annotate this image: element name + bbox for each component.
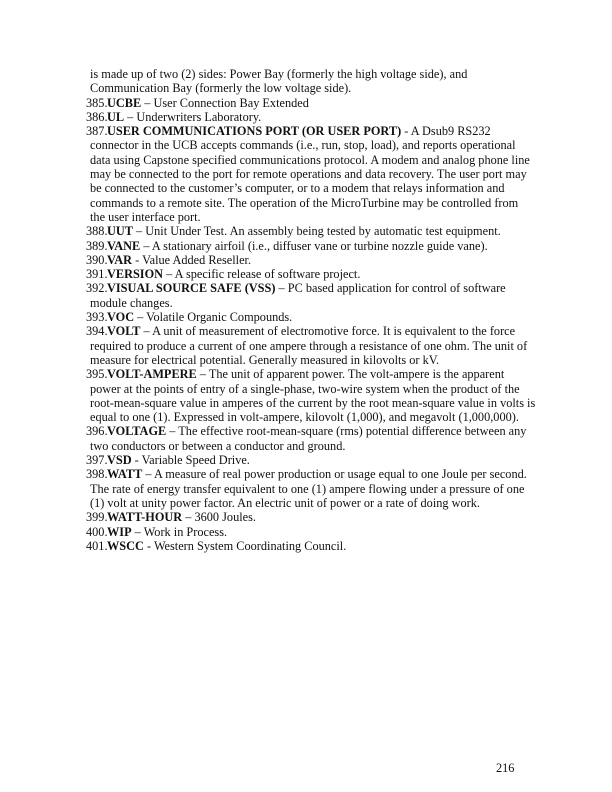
entry-number: 385. [86,95,108,110]
entry-term: USER COMMUNICATIONS PORT (OR USER PORT) [107,124,402,139]
entry-term: VAR [107,252,133,267]
entry-number: 399. [86,510,108,525]
entry-definition: A measure of real power production or usage equal to one Joule per second. The rate of energy transfer equivalent to one (1) ampere flowing under a pressure of one (1) volt at unity power factor. An electric unit of power or a rate of doing work. [90,467,527,510]
entry-separator: - [143,538,154,553]
glossary-entry [86,324,536,367]
entry-separator: – [131,524,144,539]
glossary-entry [86,110,536,124]
entry-number: 389. [86,238,108,253]
entry-separator: - [132,252,143,267]
entry-definition: Western System Coordinating Council. [153,538,347,553]
entry-separator: – [141,95,154,110]
entry-separator: – [196,367,209,382]
glossary-entry [86,239,536,253]
entry-number: 400. [86,524,108,539]
entry-definition: The unit of apparent power. The volt-ampere is the apparent power at the points of entry of a single-phase, two-wire system when the product of the root-mean-square value in amperes of the current by the root mean-square value in volts is equal to one (1). Expressed in volt-ampere, kilovolt (1,000), and megavolt (1,000,000). [90,367,536,425]
entry-separator: – [166,424,179,439]
entry-definition: Unit Under Test. An assembly being tested by automatic test equipment. [145,224,501,239]
entry-separator: – [142,467,154,482]
entry-term: WIP [107,524,132,539]
entry-term: UL [107,109,125,124]
entry-term: VOLT-AMPERE [107,367,197,382]
entry-term: UCBE [107,95,142,110]
entry-definition: PC based application for control of software module changes. [90,281,506,310]
entry-term: WATT-HOUR [107,510,183,525]
glossary-entry [86,124,536,224]
continued-definition: is made up of two (2) sides: Power Bay (formerly the high voltage side), and Communication Bay (formerly the low voltage side). [90,67,468,96]
entry-term: WSCC [107,538,144,553]
entry-separator: – [163,267,175,282]
glossary-entry [86,224,536,238]
entry-definition: The effective root-mean-square (rms) potential difference between any two conductors or between a conductor and ground. [90,424,527,453]
entry-number: 388. [86,224,108,239]
entry-definition: A unit of measurement of electromotive force. It is equivalent to the force required to produce a current of one ampere through a resistance of one ohm. The unit of measure for electrical potential. Generally measured in kilovolts or kV. [90,324,528,367]
glossary-entry [86,525,536,539]
glossary-entry [86,267,536,281]
entry-number: 391. [86,267,108,282]
entry-separator: - [401,124,411,139]
entry-definition: A Dsub9 RS232 connector in the UCB accepts commands (i.e., run, stop, load), and reports operational data using Capstone specified communications protocol. A modem and analog phone line may be connected to the port for remote operations and data recovery. The user port may be connected to the customer’s computer, or to a modem that relays information and commands to a remote site. The operation of the MicroTurbine may be controlled from the user interface port. [90,124,530,224]
glossary-entry [86,424,536,453]
entry-number: 397. [86,453,108,468]
entry-definition: Variable Speed Drive. [141,453,250,468]
entry-term: VISUAL SOURCE SAFE (VSS) [107,281,276,296]
entry-number: 390. [86,252,108,267]
entry-number: 386. [86,109,108,124]
glossary-entry [86,96,536,110]
entry-number: 387. [86,124,108,139]
glossary-entry [86,539,536,553]
entry-number: 392. [86,281,108,296]
entry-separator: - [131,453,142,468]
entry-definition: 3600 Joules. [194,510,256,525]
entry-separator: – [275,281,288,296]
entry-term: VOLT [107,324,141,339]
glossary-entries [86,96,536,554]
entry-definition: Value Added Reseller. [142,252,252,267]
glossary-entry [86,281,536,310]
entry-number: 393. [86,310,108,325]
glossary-entry [86,310,536,324]
entry-definition: Work in Process. [143,524,228,539]
glossary-entry [86,510,536,524]
entry-term: VSD [107,453,132,468]
entry-number: 396. [86,424,108,439]
entry-definition: Volatile Organic Compounds. [146,310,293,325]
entry-separator: – [124,109,137,124]
entry-term: VANE [107,238,141,253]
entry-definition: User Connection Bay Extended [153,95,309,110]
glossary-entry [86,467,536,510]
glossary-entry [86,253,536,267]
entry-separator: – [140,324,153,339]
page-number: 216 [496,761,515,775]
entry-number: 395. [86,367,108,382]
entry-separator: – [140,238,152,253]
glossary-entry [86,453,536,467]
entry-separator: – [134,310,147,325]
glossary-entry [86,367,536,424]
entry-term: VOLTAGE [107,424,167,439]
entry-definition: A specific release of software project. [174,267,361,282]
entry-number: 398. [86,467,108,482]
entry-term: VERSION [107,267,164,282]
entry-separator: – [182,510,195,525]
entry-number: 394. [86,324,108,339]
entry-definition: Underwriters Laboratory. [136,109,262,124]
entry-number: 401. [86,538,108,553]
entry-term: WATT [107,467,143,482]
entry-definition: A stationary airfoil (i.e., diffuser vane or turbine nozzle guide vane). [151,238,488,253]
entry-separator: – [132,224,146,239]
entry-term: UUT [107,224,133,239]
glossary-list [86,67,536,553]
entry-term: VOC [107,310,135,325]
